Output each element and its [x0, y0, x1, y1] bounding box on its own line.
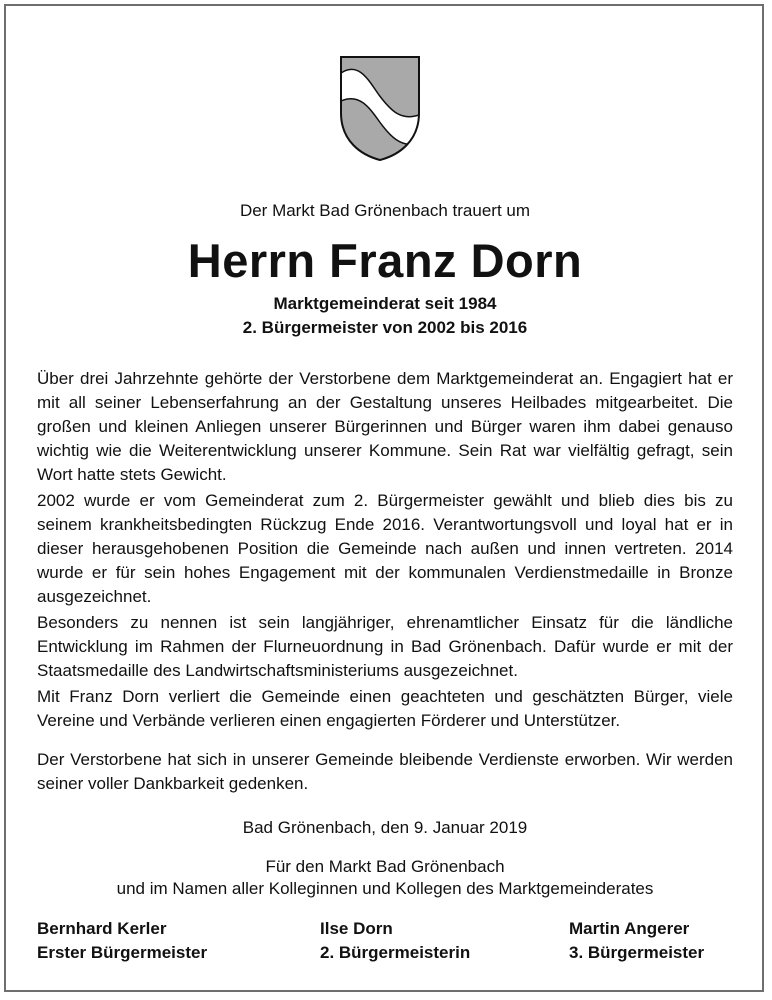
signatory-3: [569, 917, 704, 965]
paragraph-3: Besonders zu nennen ist sein langjähriger, ehrenamtlicher Einsatz für die ländliche Entwicklung im Rahmen der Flurneuordnung in Bad Grönenbach. Dafür wurde er mit der Staatsmedaille des Landwirtschaftsministeriums ausgezeichnet.: [37, 613, 733, 680]
paragraph-4: Mit Franz Dorn verliert die Gemeinde einen geachteten und geschätzten Bürger, viele Vereine und Verbände verlieren einen engagierten Förderer und Unterstützer.: [37, 687, 733, 730]
signatory-name: Martin Angerer: [569, 919, 690, 938]
signatory-role: 3. Bürgermeister: [569, 943, 705, 962]
closing-line-1: Für den Markt Bad Grönenbach: [265, 857, 505, 876]
subtitle-mayor: 2. Bürgermeister von 2002 bis 2016: [242, 318, 528, 337]
deceased-name: Herrn Franz Dorn: [187, 234, 583, 287]
coat-of-arms-icon: [339, 55, 421, 162]
signatory-role: 2. Bürgermeisterin: [320, 943, 471, 962]
subtitle-council: Marktgemeinderat seit 1984: [273, 294, 497, 313]
signatory-2: [320, 917, 470, 965]
signatory-name: Bernhard Kerler: [37, 919, 167, 938]
intro-line: Der Markt Bad Grönenbach trauert um: [239, 201, 531, 220]
signatory-1: [37, 917, 207, 965]
paragraph-1: Über drei Jahrzehnte gehörte der Verstorbene dem Marktgemeinderat an. Engagiert hat er mit all seiner Lebenserfahrung an der Gestaltung unseres Heilbades mitgearbeitet. Die großen und kleinen Anliegen unserer Bürgerinnen und Bürger waren ihm dabei genauso wichtig wie die Weiterentwicklung unserer Kommune. Sein Rat war vielfältig gefragt, sein Wort hatte stets Gewicht.: [37, 369, 733, 484]
signatory-name: Ilse Dorn: [320, 919, 393, 938]
signatory-role: Erster Bürgermeister: [37, 943, 208, 962]
place-date: Bad Grönenbach, den 9. Januar 2019: [242, 818, 528, 837]
closing-line-2: und im Namen aller Kolleginnen und Kollegen des Marktgemeinderates: [116, 879, 654, 898]
paragraph-5: Der Verstorbene hat sich in unserer Gemeinde bleibende Verdienste erworben. Wir werden seiner voller Dankbarkeit gedenken.: [37, 750, 733, 793]
paragraph-2: 2002 wurde er vom Gemeinderat zum 2. Bürgermeister gewählt und blieb dies bis zu seinem krankheitsbedingten Rückzug Ende 2016. Verantwortungsvoll und loyal hat er in dieser herausgehobenen Position die Gemeinde nach außen und innen vertreten. 2014 wurde er für sein hohes Engagement mit der kommunalen Verdienstmedaille in Bronze ausgezeichnet.: [37, 491, 733, 606]
